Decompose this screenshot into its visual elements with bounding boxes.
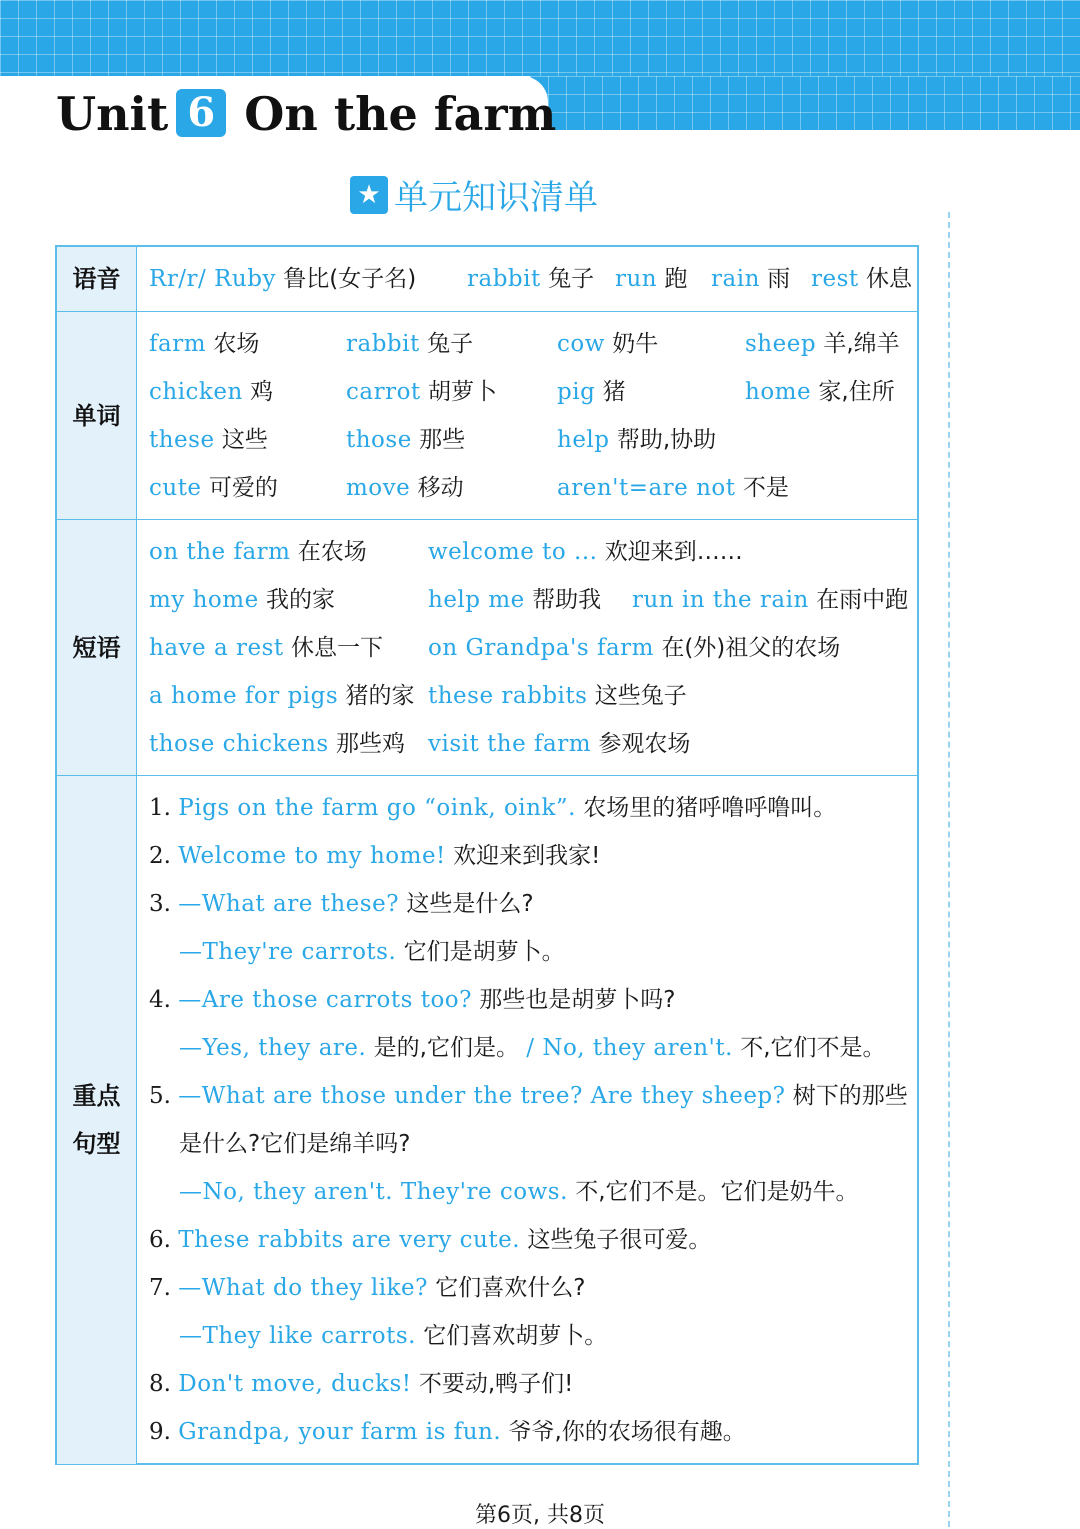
words-label: 单词 — [57, 312, 137, 520]
sentence-zh: 树下的那些 — [792, 1083, 908, 1109]
sentence-zh: 它们喜欢什么? — [435, 1275, 586, 1301]
unit-number-badge: 6 — [176, 89, 226, 137]
sentence-zh: 不要动,鸭子们! — [418, 1371, 574, 1397]
sentence-en: —Yes, they are. — [179, 1035, 367, 1061]
sentence-en: —What do they like? — [178, 1275, 428, 1301]
phrase-en: on the farm — [149, 539, 291, 565]
sentence-number: 1. — [149, 795, 171, 821]
sentence-en: —They like carrots. — [179, 1323, 416, 1349]
phrase-zh: 那些鸡 — [336, 731, 406, 757]
sentence-number: 5. — [149, 1083, 171, 1109]
phrase-en: my home — [149, 587, 259, 613]
word-en: move — [346, 475, 411, 501]
word-en: carrot — [346, 379, 421, 405]
phonics-en: rabbit — [467, 266, 541, 292]
word-zh: 鸡 — [250, 379, 274, 405]
phrase-zh: 在(外)祖父的农场 — [661, 635, 841, 661]
unit-word: Unit — [56, 87, 169, 141]
margin-dashed-line — [948, 212, 950, 1527]
phrases-label: 短语 — [57, 520, 137, 776]
sentence-en: —Are those carrots too? — [178, 987, 472, 1013]
word-en: cute — [149, 475, 202, 501]
sentence-zh: 是的,它们是。 — [373, 1035, 519, 1061]
phrase-zh: 休息一下 — [290, 635, 383, 661]
word-zh: 羊,绵羊 — [823, 331, 900, 357]
phonics-en: run — [615, 266, 658, 292]
phonics-zh: 跑 — [664, 266, 688, 292]
phonics-en: rest — [811, 266, 859, 292]
sentence-en: Welcome to my home! — [178, 843, 446, 869]
sentence-number: 9. — [149, 1419, 171, 1445]
word-en: help — [557, 427, 610, 453]
phrase-zh: 帮助我 — [532, 587, 602, 613]
sentence-number: 6. — [149, 1227, 171, 1253]
phonics-label: 语音 — [57, 247, 137, 311]
phrase-zh: 我的家 — [266, 587, 336, 613]
phonics-zh: 休息 — [865, 266, 912, 292]
words-content — [149, 312, 907, 520]
phrase-en: visit the farm — [428, 731, 592, 757]
unit-title — [56, 84, 556, 144]
sentence-zh: 这些是什么? — [406, 891, 534, 917]
header-grid-band — [0, 0, 1080, 76]
sentences-label-line2: 句型 — [72, 1130, 121, 1158]
word-en: home — [745, 379, 812, 405]
phrase-en: run in the rain — [632, 587, 809, 613]
word-en: these — [149, 427, 215, 453]
sentences-label-line1: 重点 — [72, 1082, 121, 1110]
words-row — [57, 311, 917, 520]
word-zh: 胡萝卜 — [428, 379, 497, 405]
sentence-zh: 是什么?它们是绵羊吗? — [179, 1131, 411, 1157]
sentence-zh: 不,它们不是。它们是奶牛。 — [575, 1179, 859, 1205]
phrase-en: help me — [428, 587, 525, 613]
word-en: farm — [149, 331, 207, 357]
phrase-zh: 在农场 — [297, 539, 367, 565]
sentence-en: These rabbits are very cute. — [178, 1227, 521, 1253]
header-grid-band-right — [530, 76, 1080, 130]
word-zh: 帮助,协助 — [616, 427, 717, 453]
phrase-en: these rabbits — [428, 683, 588, 709]
phrase-en: a home for pigs — [149, 683, 339, 709]
unit-name: On the farm — [244, 87, 557, 141]
phrase-en: those chickens — [149, 731, 329, 757]
word-zh: 可爱的 — [208, 475, 278, 501]
phrase-zh: 在雨中跑 — [816, 587, 909, 613]
sentence-zh: 农场里的猪呼噜呼噜叫。 — [583, 795, 837, 821]
word-zh: 猪 — [602, 379, 626, 405]
word-zh: 那些 — [419, 427, 466, 453]
sentence-number: 7. — [149, 1275, 171, 1301]
sentence-number: 2. — [149, 843, 171, 869]
word-en: rabbit — [346, 331, 420, 357]
section-title: 单元知识清单 — [394, 178, 598, 218]
phonics-content — [149, 247, 912, 311]
star-icon: ★ — [350, 176, 388, 214]
phrases-content — [149, 520, 907, 776]
phonics-row — [57, 247, 917, 311]
sentence-zh: 欢迎来到我家! — [453, 843, 601, 869]
sentences-content — [149, 776, 907, 1464]
word-zh: 兔子 — [427, 331, 474, 357]
sentence-zh: 不,它们不是。 — [740, 1035, 886, 1061]
phrases-row — [57, 519, 917, 776]
phonics-en: rain — [711, 266, 760, 292]
sentence-en: —What are those under the tree? Are they sheep? — [178, 1083, 786, 1109]
sentence-en: / No, they aren't. — [526, 1035, 733, 1061]
sentence-en: Don't move, ducks! — [178, 1371, 412, 1397]
phonics-zh: 兔子 — [548, 266, 595, 292]
sentence-en: —They're carrots. — [179, 939, 397, 965]
sentence-zh: 那些也是胡萝卜吗? — [479, 987, 676, 1013]
word-zh: 移动 — [417, 475, 464, 501]
phrase-en: have a rest — [149, 635, 284, 661]
sentence-zh: 它们喜欢胡萝卜。 — [423, 1323, 608, 1349]
sentence-zh: 它们是胡萝卜。 — [403, 939, 565, 965]
phrase-en: on Grandpa's farm — [428, 635, 654, 661]
word-en: pig — [557, 379, 596, 405]
word-en: sheep — [745, 331, 817, 357]
phrase-en: welcome to ... — [428, 539, 598, 565]
sentence-en: Pigs on the farm go “oink, oink”. — [178, 795, 576, 821]
word-zh: 奶牛 — [612, 331, 659, 357]
word-en: chicken — [149, 379, 243, 405]
sentences-label — [57, 776, 137, 1464]
phonics-zh: 鲁比(女子名) — [283, 266, 417, 292]
phrase-zh: 参观农场 — [598, 731, 691, 757]
word-zh: 这些 — [221, 427, 268, 453]
phonics-en: Rr/r/ Ruby — [149, 266, 276, 292]
sentence-en: Grandpa, your farm is fun. — [178, 1419, 502, 1445]
sentence-en: —What are these? — [178, 891, 400, 917]
sentence-number: 4. — [149, 987, 171, 1013]
sentence-zh: 这些兔子很可爱。 — [527, 1227, 712, 1253]
word-zh: 农场 — [213, 331, 260, 357]
phrase-zh: 这些兔子 — [594, 683, 687, 709]
phrase-zh: 猪的家 — [345, 683, 415, 709]
section-heading — [350, 170, 598, 218]
sentence-zh: 爷爷,你的农场很有趣。 — [508, 1419, 746, 1445]
phrase-zh: 欢迎来到…… — [604, 539, 743, 565]
word-en: aren't=are not — [557, 475, 736, 501]
word-zh: 家,住所 — [818, 379, 895, 405]
phonics-zh: 雨 — [767, 266, 791, 292]
word-en: cow — [557, 331, 605, 357]
sentence-number: 3. — [149, 891, 171, 917]
sentence-number: 8. — [149, 1371, 171, 1397]
word-en: those — [346, 427, 412, 453]
knowledge-table — [55, 245, 919, 1465]
word-zh: 不是 — [742, 475, 789, 501]
sentence-en: —No, they aren't. They're cows. — [179, 1179, 568, 1205]
page-footer: 第6页, 共8页 — [475, 1503, 605, 1528]
sentences-row — [57, 775, 917, 1464]
